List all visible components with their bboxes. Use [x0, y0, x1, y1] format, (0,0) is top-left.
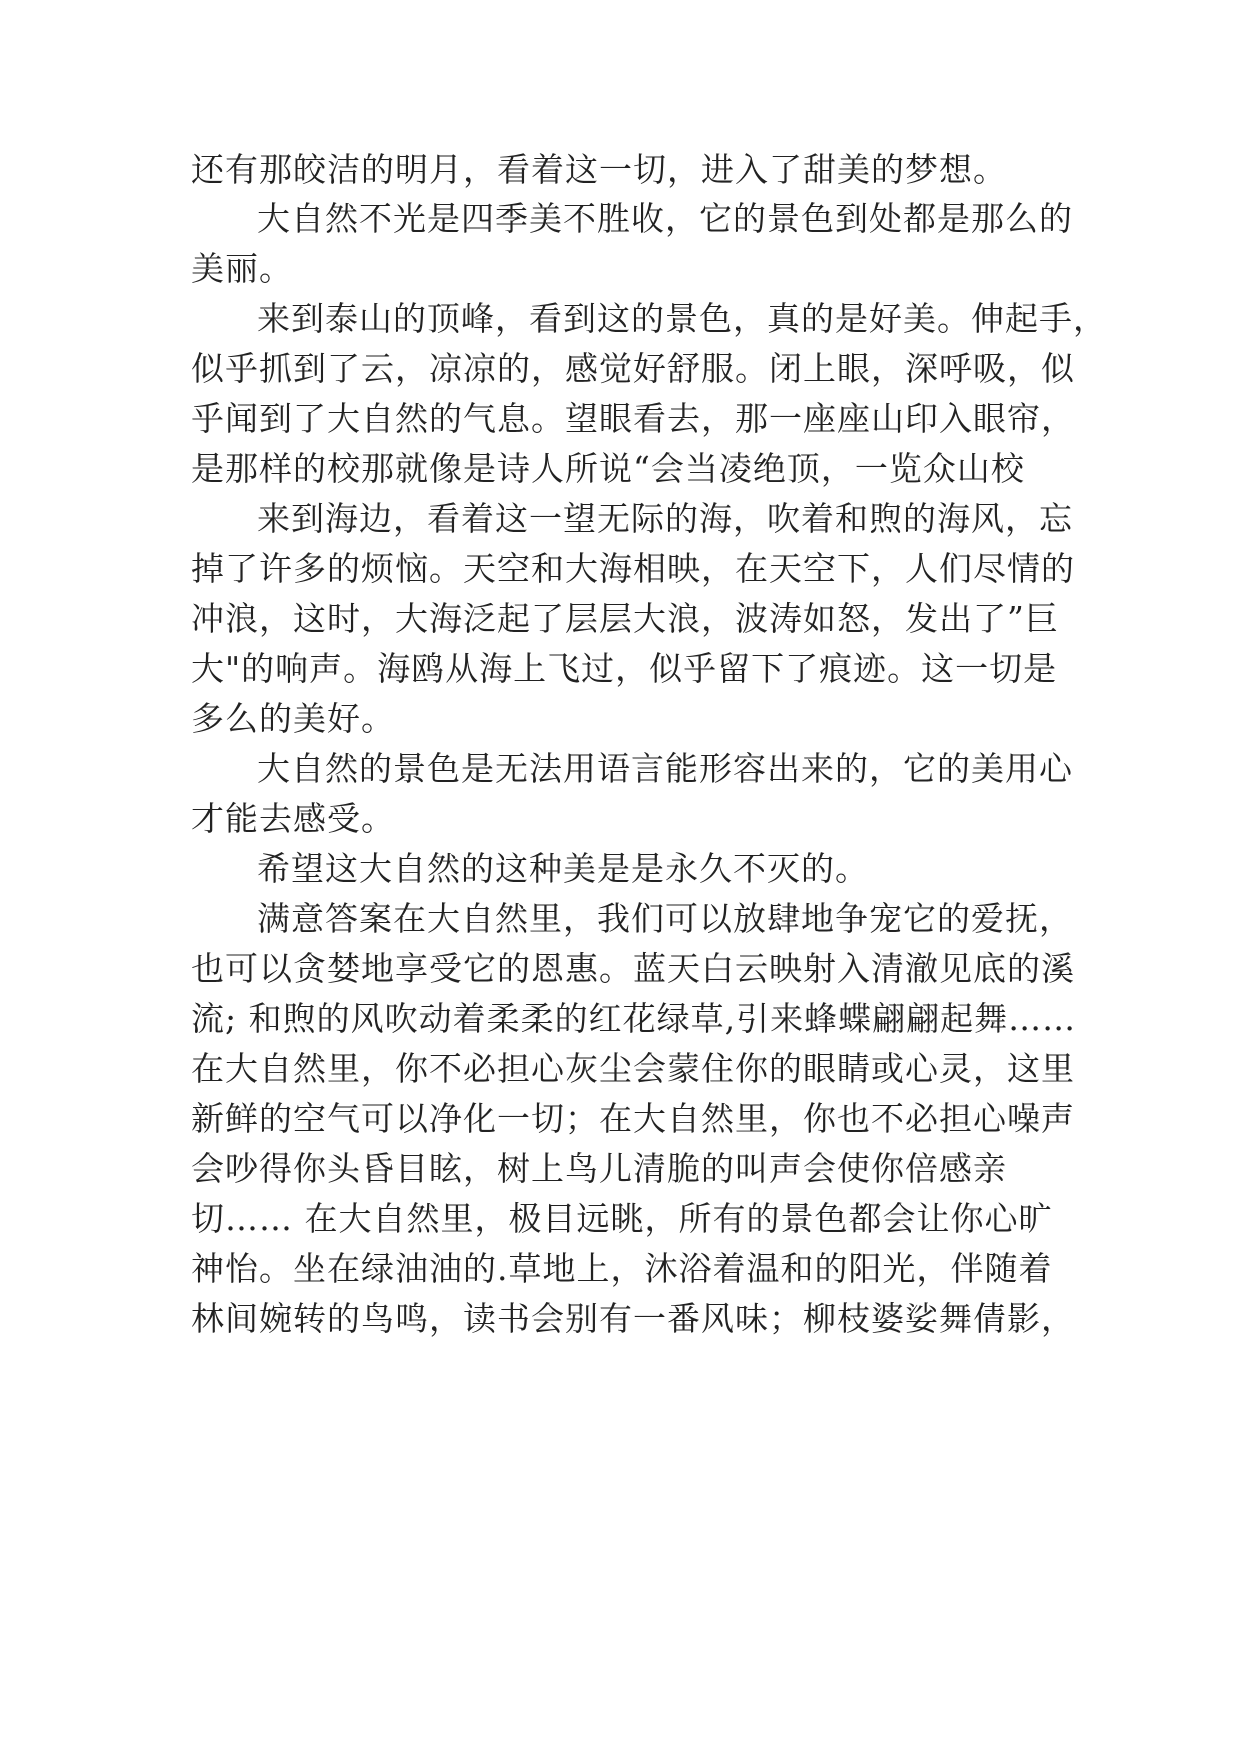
- text-line: 多么的美好。: [191, 699, 395, 738]
- text-line: 冲浪，这时，大海泛起了层层大浪，波涛如怒，发出了”巨: [191, 599, 1059, 638]
- text-line: 切…… 在大自然里，极目远眺，所有的景色都会让你心旷: [191, 1199, 1053, 1238]
- text-line: 神怡。坐在绿油油的.草地上，沐浴着温和的阳光，伴随着: [191, 1249, 1053, 1288]
- text-line: 新鲜的空气可以净化一切；在大自然里，你也不必担心噪声: [191, 1099, 1075, 1138]
- text-line: 希望这大自然的这种美是是永久不灭的。: [257, 849, 869, 888]
- text-line: 来到海边，看着这一望无际的海，吹着和煦的海风，忘: [257, 499, 1073, 538]
- text-line: 是那样的校那就像是诗人所说“会当凌绝顶，一览众山校: [191, 449, 1025, 488]
- text-line: 来到泰山的顶峰，看到这的景色，真的是好美。伸起手，: [257, 299, 1107, 338]
- text-line: 会吵得你头昏目眩，树上鸟儿清脆的叫声会使你倍感亲: [191, 1149, 1007, 1188]
- text-line: 大自然不光是四季美不胜收，它的景色到处都是那么的: [257, 199, 1073, 238]
- text-line: 林间婉转的鸟鸣，读书会别有一番风味；柳枝婆娑舞倩影，: [191, 1299, 1075, 1338]
- text-line: 大"的响声。海鸥从海上飞过，似乎留下了痕迹。这一切是: [191, 649, 1058, 688]
- text-line: 美丽。: [191, 249, 293, 288]
- text-line: 似乎抓到了云，凉凉的，感觉好舒服。闭上眼，深呼吸，似: [191, 349, 1075, 388]
- text-line: 掉了许多的烦恼。天空和大海相映，在天空下，人们尽情的: [191, 549, 1075, 588]
- text-line: 在大自然里，你不必担心灰尘会蒙住你的眼睛或心灵，这里: [191, 1049, 1075, 1088]
- text-line: 才能去感受。: [191, 799, 395, 838]
- text-line: 流; 和煦的风吹动着柔柔的红花绿草,引来蜂蝶翩翩起舞……: [191, 999, 1077, 1038]
- text-line: 满意答案在大自然里，我们可以放肆地争宠它的爱抚，: [257, 899, 1073, 938]
- text-line: 大自然的景色是无法用语言能形容出来的，它的美用心: [257, 749, 1073, 788]
- text-line: 还有那皎洁的明月，看着这一切，进入了甜美的梦想。: [191, 150, 1007, 189]
- text-line: 也可以贪婪地享受它的恩惠。蓝天白云映射入清澈见底的溪: [191, 949, 1075, 988]
- text-line: 乎闻到了大自然的气息。望眼看去，那一座座山印入眼帘，: [191, 399, 1075, 438]
